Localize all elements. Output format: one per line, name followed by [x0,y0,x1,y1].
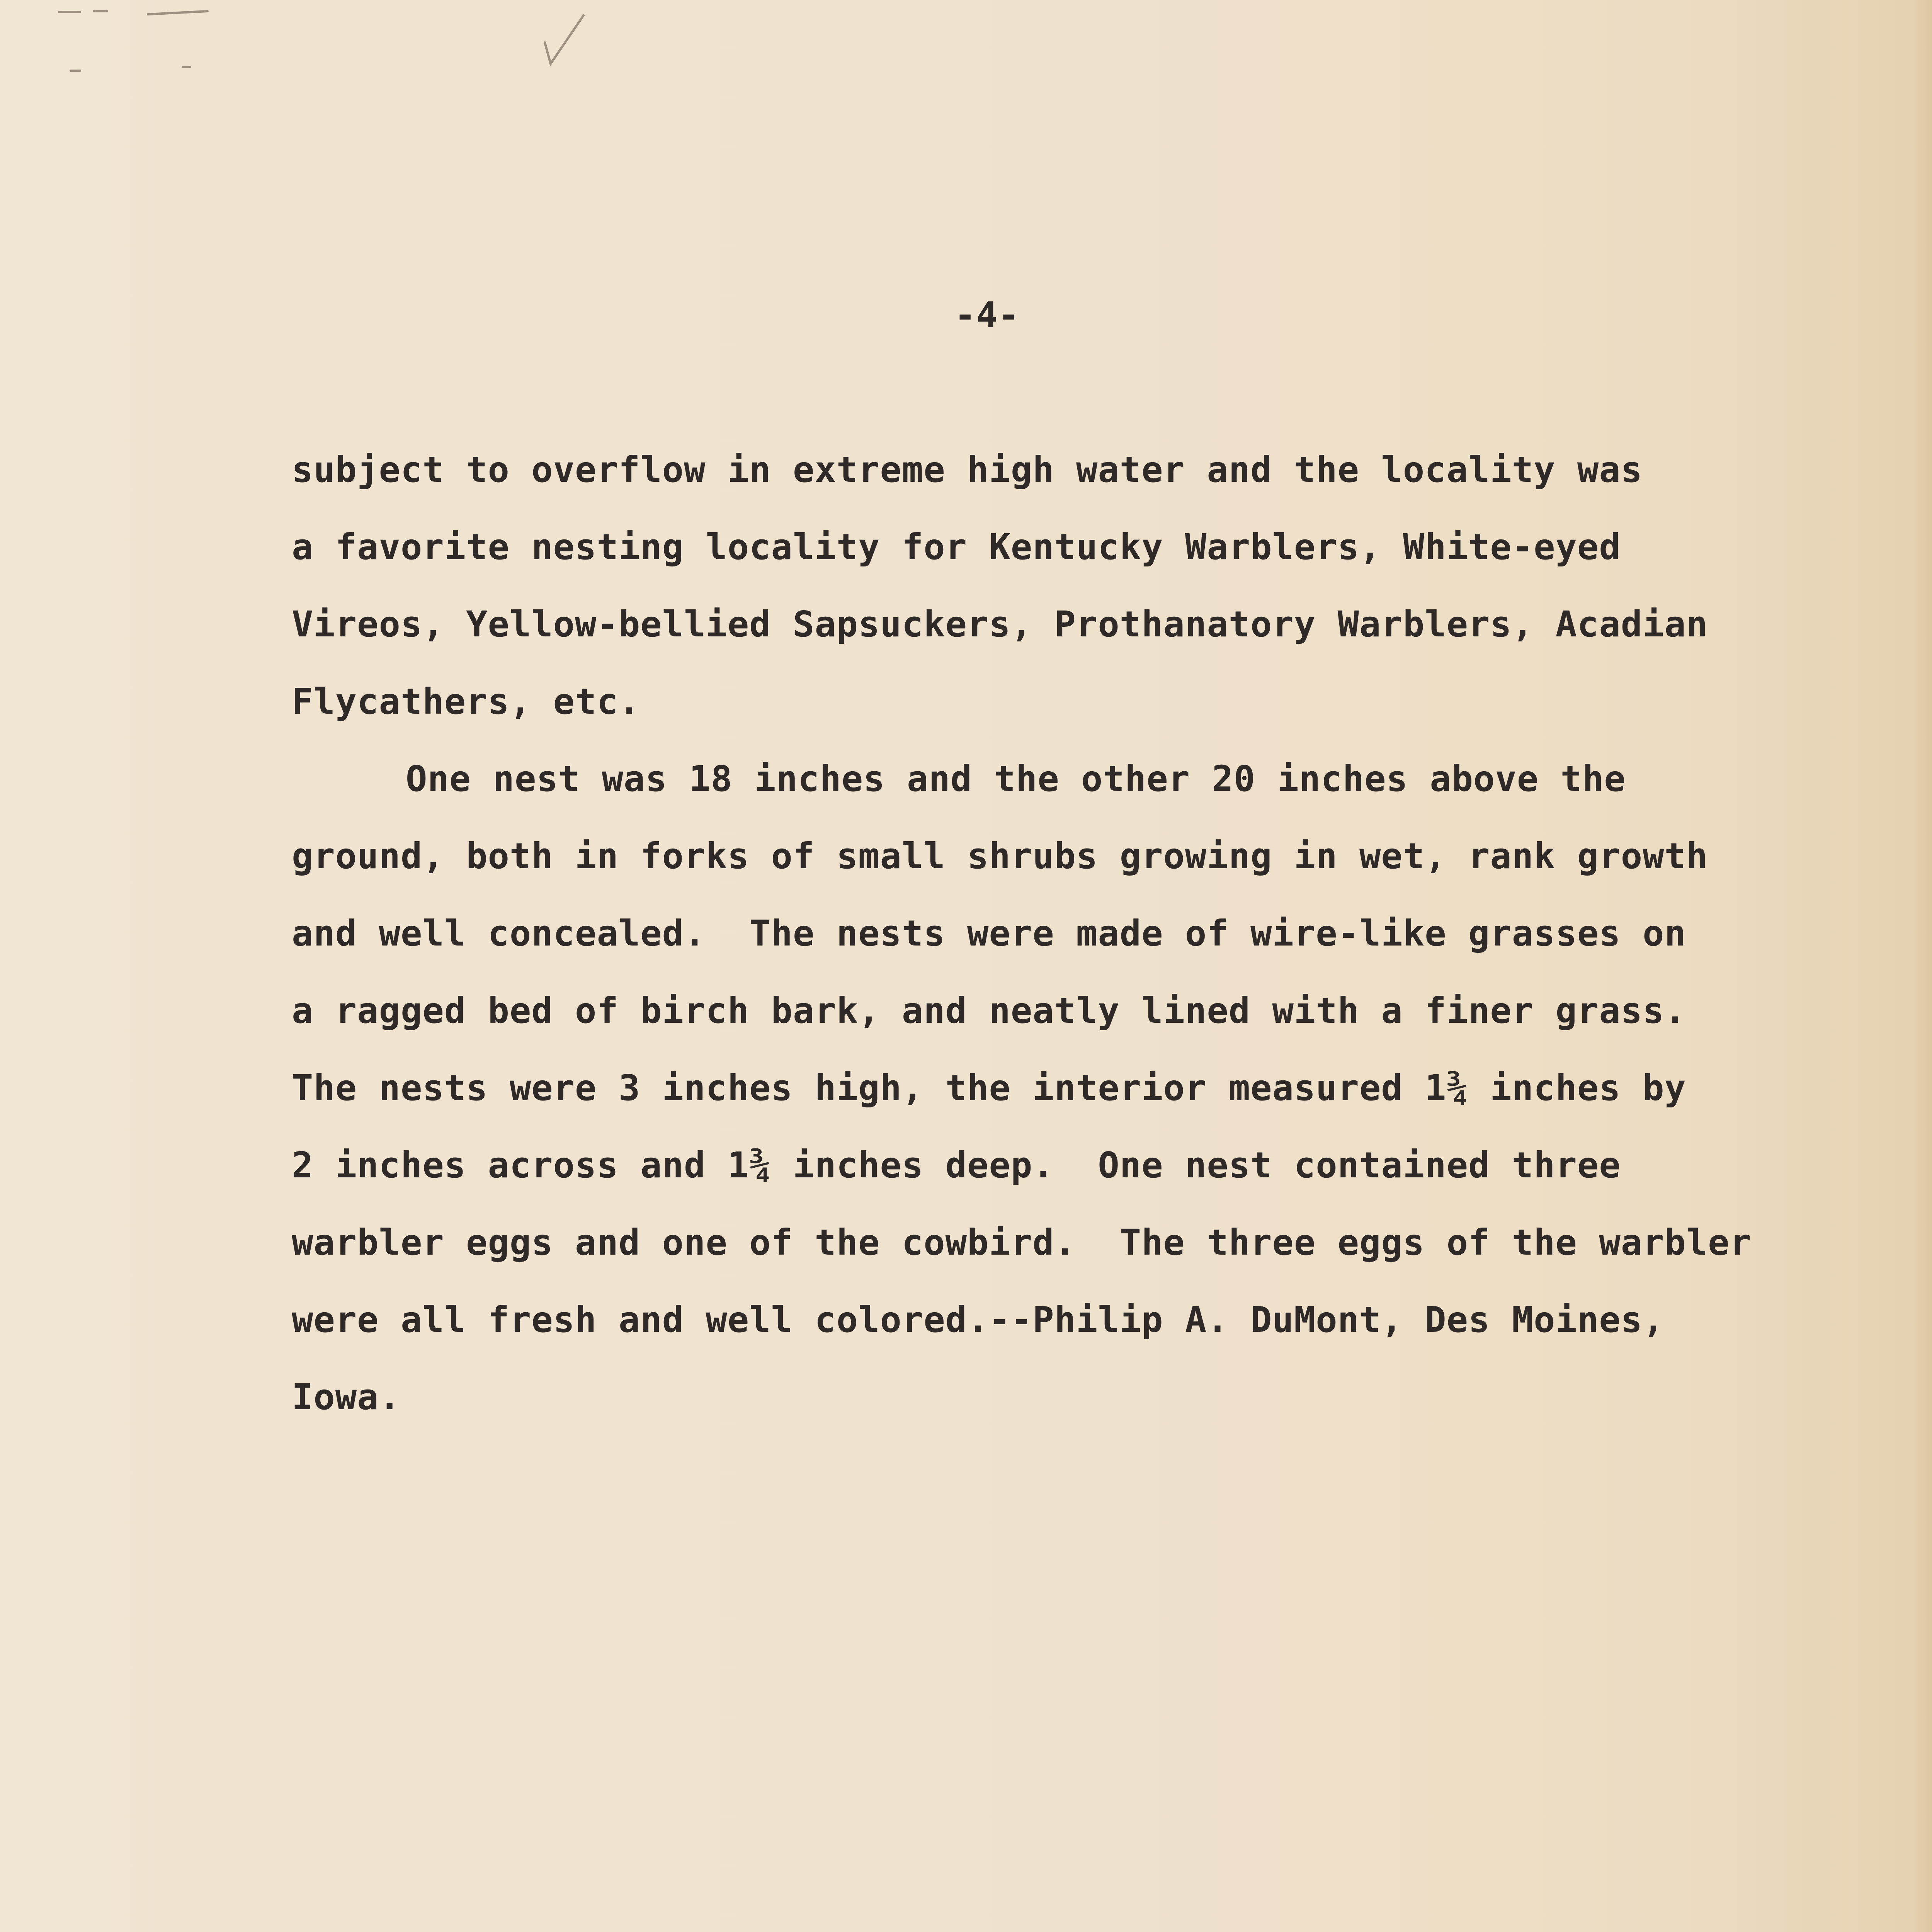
text-line: One nest was 18 inches and the other 20 inches above the [406,758,1626,799]
page-number: -4- [954,294,1020,336]
text-line: Vireos, Yellow-bellied Sapsuckers, Prothanatory Warblers, Acadian [292,604,1708,645]
text-line: 2 inches across and 1¾ inches deep. One nest contained three [292,1145,1621,1186]
text-line: subject to overflow in extreme high water and the locality was [292,449,1643,490]
text-line: Iowa. [292,1376,401,1418]
text-line: The nests were 3 inches high, the interior measured 1¾ inches by [292,1067,1686,1109]
text-line: were all fresh and well colored.--Philip A. DuMont, Des Moines, [292,1299,1665,1340]
pen-mark [70,70,81,72]
text-line: Flycathers, etc. [292,681,641,722]
text-line: a favorite nesting locality for Kentucky Warblers, White-eyed [292,526,1621,568]
text-line: and well concealed. The nests were made of wire-like grasses on [292,913,1686,954]
text-line: ground, both in forks of small shrubs growing in wet, rank growth [292,835,1708,877]
text-line: warbler eggs and one of the cowbird. The three eggs of the warbler [292,1222,1752,1263]
pen-mark [93,10,108,12]
pen-mark [147,10,209,15]
pen-mark [58,11,81,13]
check-mark-icon [541,12,587,66]
text-line: a ragged bed of birch bark, and neatly lined with a finer grass. [292,990,1686,1031]
pen-mark [182,66,191,68]
